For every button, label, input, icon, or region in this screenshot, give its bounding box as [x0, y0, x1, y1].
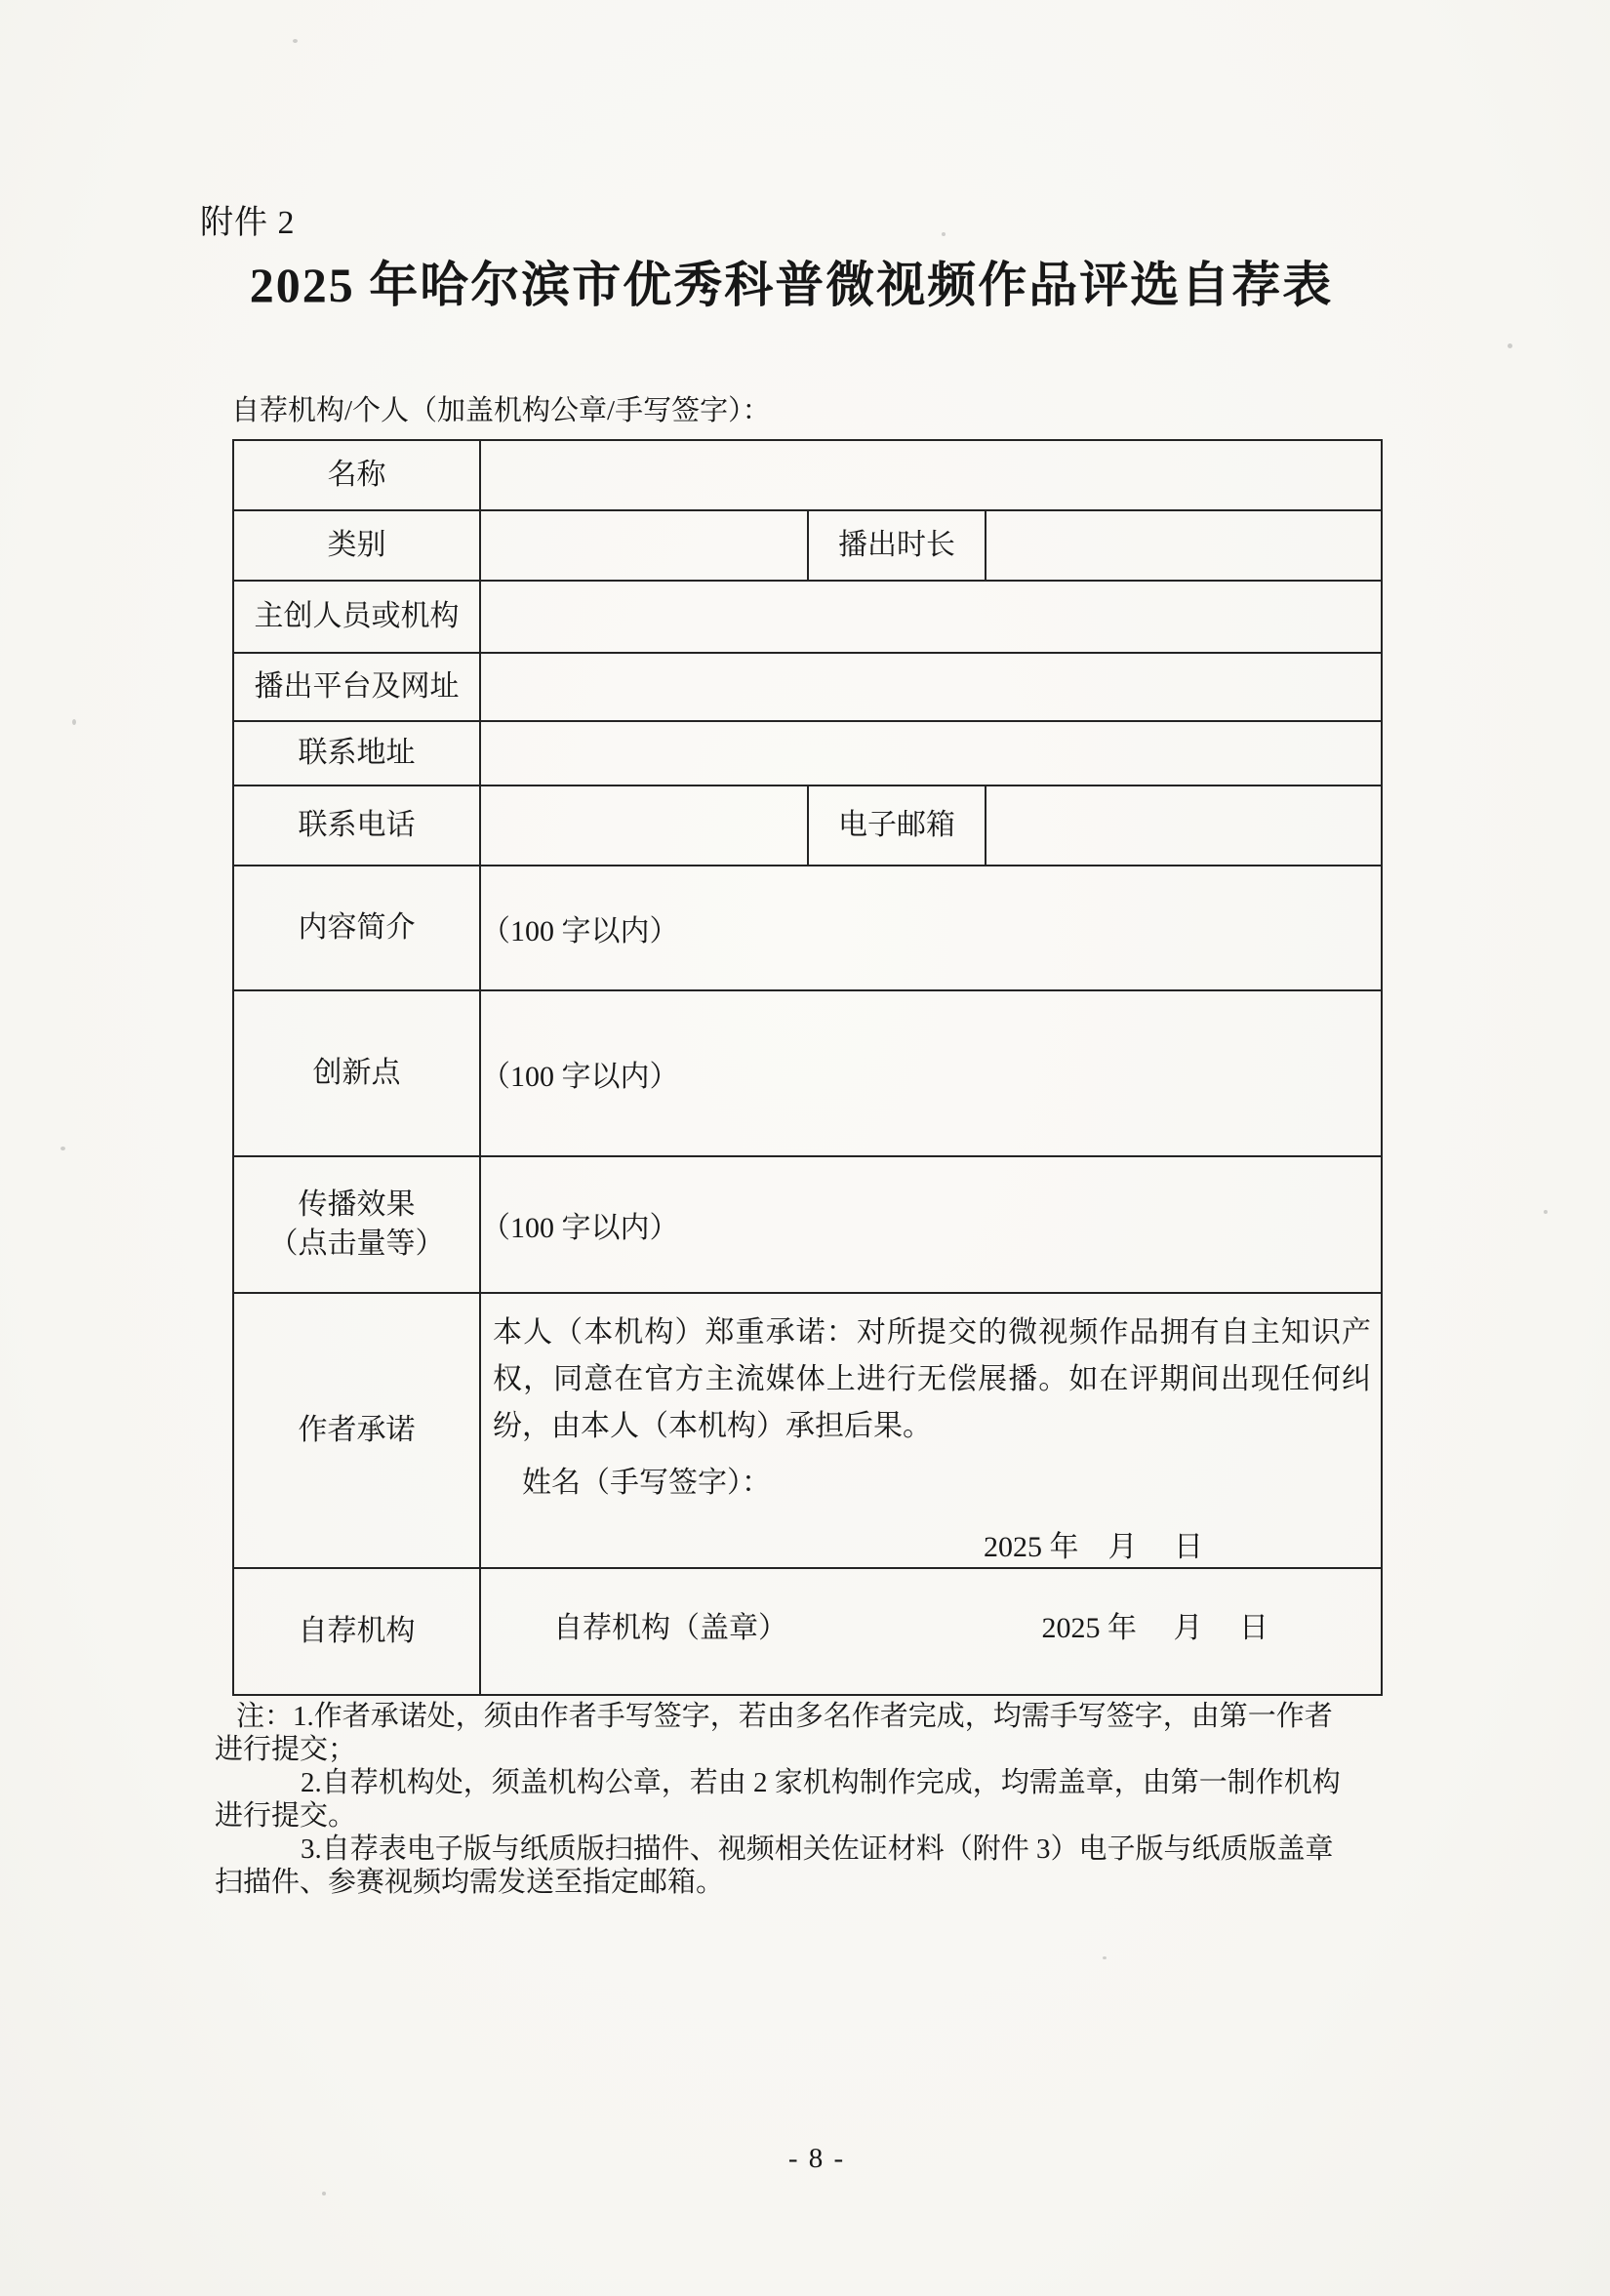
label-content-summary: 内容简介 [233, 866, 480, 990]
input-category [480, 510, 808, 581]
row-creators [233, 581, 1382, 653]
page-title: 2025 年哈尔滨市优秀科普微视频作品评选自荐表 [249, 258, 1334, 312]
note-1 [215, 1700, 1417, 1766]
page-number: - 8 - [787, 2143, 846, 2174]
row-spread-effect [233, 1156, 1382, 1293]
label-contact-phone: 联系电话 [233, 785, 480, 866]
label-category: 类别 [233, 510, 480, 581]
note-3 [215, 1833, 1417, 1899]
institution-date-line: 2025 年 月 日 [1041, 1612, 1269, 1644]
input-broadcast-duration [986, 510, 1382, 581]
row-innovation [233, 990, 1382, 1156]
label-broadcast-duration: 播出时长 [808, 510, 986, 581]
row-category-duration [233, 510, 1382, 581]
input-name [480, 440, 1382, 510]
author-commitment-cell [480, 1293, 1382, 1568]
note-2-line-1: 2.自荐机构处，须盖机构公章，若由 2 家机构制作完成，均需盖章，由第一制作机构 [301, 1767, 1341, 1798]
commitment-statement: 本人（本机构）郑重承诺：对所提交的微视频作品拥有自主知识产权，同意在官方主流媒体上进行无偿展播。如在评期间出现任何纠纷，由本人（本机构）承担后果。 [493, 1316, 1372, 1442]
input-platform-url [480, 653, 1382, 721]
content-summary-hint: （100 字以内） [481, 915, 679, 947]
label-name: 名称 [233, 440, 480, 510]
signature-label: 姓名（手写签字）： [522, 1467, 771, 1499]
note-3-line-2: 扫描件、参赛视频均需发送至指定邮箱。 [215, 1867, 725, 1898]
input-spread-effect [480, 1156, 1382, 1293]
institution-seal-label: 自荐机构（盖章） [553, 1612, 787, 1644]
row-platform-url [233, 653, 1382, 721]
label-platform-url: 播出平台及网址 [233, 653, 480, 721]
row-recommending-institution [233, 1568, 1382, 1695]
label-recommending-institution: 自荐机构 [233, 1568, 480, 1695]
spread-effect-hint: （100 字以内） [481, 1212, 679, 1244]
note-1-line-2: 进行提交； [215, 1734, 357, 1765]
note-1-line-1: 注：1.作者承诺处，须由作者手写签字，若由多名作者完成，均需手写签字，由第一作者 [236, 1701, 1333, 1732]
spread-effect-label-line2: （点击量等） [268, 1228, 445, 1260]
row-author-commitment [233, 1293, 1382, 1568]
label-spread-effect [233, 1156, 480, 1293]
label-contact-address: 联系地址 [233, 721, 480, 785]
application-form-table [232, 439, 1383, 1696]
spread-effect-label-line1: 传播效果 [298, 1188, 416, 1221]
note-2-line-2: 进行提交。 [215, 1800, 357, 1832]
row-phone-email [233, 785, 1382, 866]
input-content-summary [480, 866, 1382, 990]
label-creators: 主创人员或机构 [233, 581, 480, 653]
input-contact-address [480, 721, 1382, 785]
label-email: 电子邮箱 [808, 785, 986, 866]
row-content-summary [233, 866, 1382, 990]
input-innovation [480, 990, 1382, 1156]
recommending-institution-cell [480, 1568, 1382, 1695]
attachment-label: 附件 2 [200, 205, 296, 241]
form-caption: 自荐机构/个人（加盖机构公章/手写签字）： [231, 395, 771, 426]
input-creators [480, 581, 1382, 653]
row-name [233, 440, 1382, 510]
note-3-line-1: 3.自荐表电子版与纸质版扫描件、视频相关佐证材料（附件 3）电子版与纸质版盖章 [301, 1833, 1334, 1865]
label-innovation: 创新点 [233, 990, 480, 1156]
input-contact-phone [480, 785, 808, 866]
footnotes [215, 1700, 1417, 1899]
row-contact-address [233, 721, 1382, 785]
commitment-date-line: 2025 年 月 日 [984, 1531, 1204, 1563]
note-2 [215, 1766, 1417, 1833]
label-author-commitment: 作者承诺 [233, 1293, 480, 1568]
innovation-hint: （100 字以内） [481, 1061, 679, 1093]
input-email [986, 785, 1382, 866]
